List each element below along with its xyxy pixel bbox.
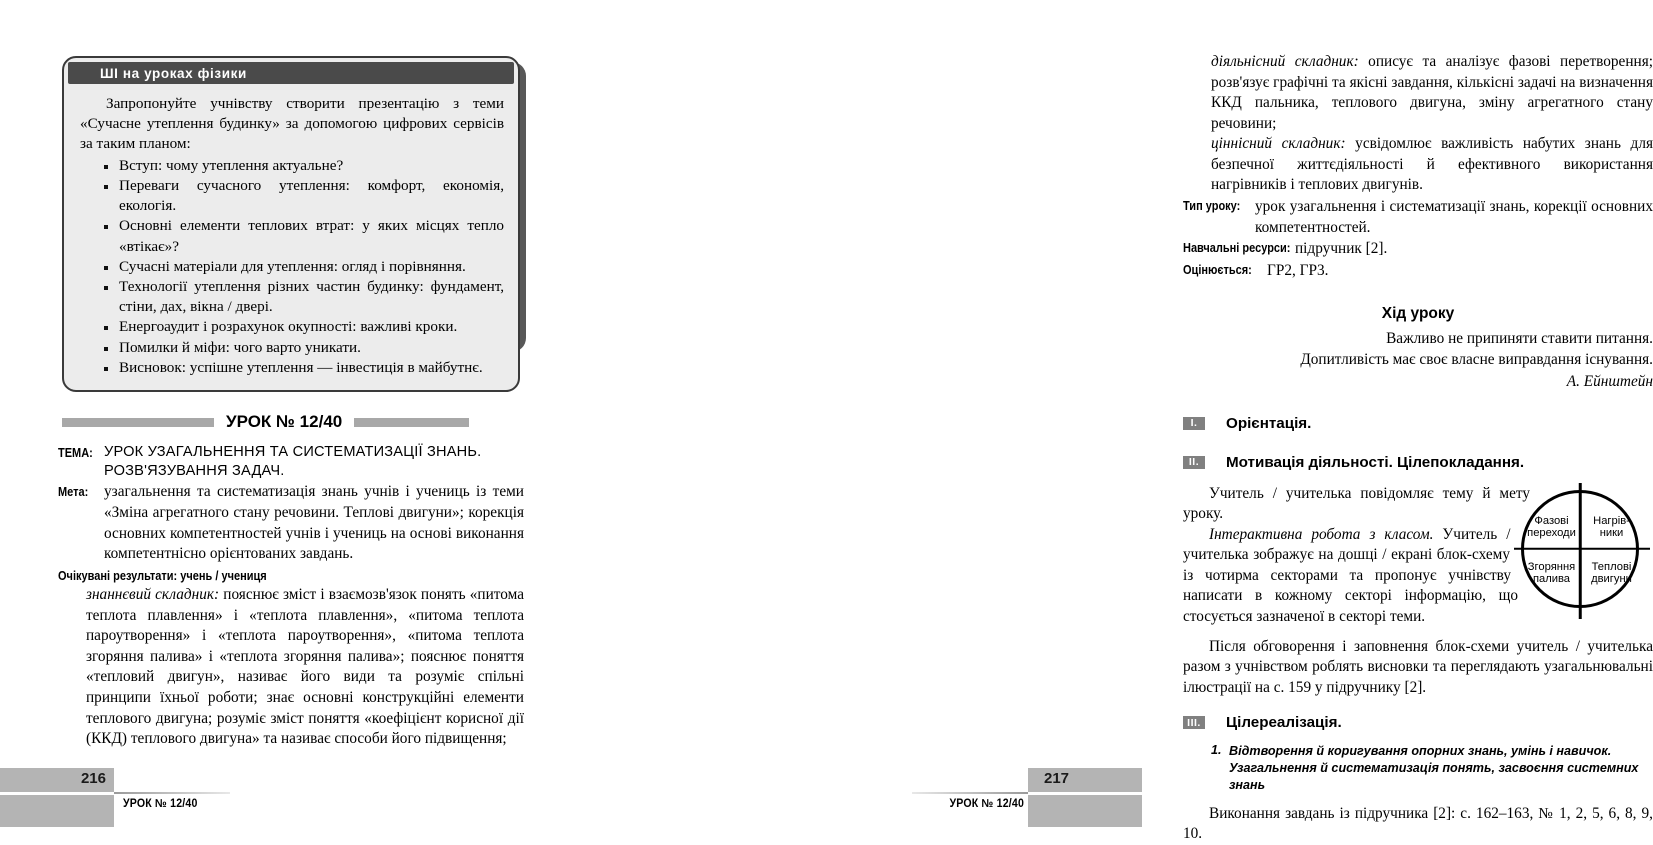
section-marker-1: I.	[1183, 417, 1205, 430]
component-activity-text: описує та аналізує фазові перетворення; розв'язує графічні та якісні завдання, кількісні задачі на визначення ККД пальника, теплового двигуна, зміну агрегатного стану речовини;	[1211, 53, 1653, 132]
component-knowledge-title: знаннєвий складник:	[86, 586, 220, 604]
running-head-left: УРОК № 12/40	[123, 798, 198, 810]
component-knowledge-text: пояснює зміст і взаємозв'язок понять «питома теплота плавлення» і «теплота плавлення», «питома теплота пароутворення» і «теплота пароутворення», «питома теплота згоряння палива» і «теплота згоряння палива»; пояснює поняття «тепловий двигун», називає його види та розуміє спільні принципи їхньої роботи; знає основні конструкційні елементи теплового двигуна; розуміє зміст поняття «коефіцієнт корисної дії (ККД) теплового двигуна» та називає способи його підвищення;	[86, 586, 524, 748]
section-heading-motivation	[1183, 454, 1653, 471]
field-value-meta: узагальнення та систематизація знань учнів і учениць із теми «Зміна агрегатного стану речовини. Теплові двигуни»; корекція основних компетентностей учнів і учениць на основі виконання компетентнісно орієнтованих завдань.	[104, 482, 524, 563]
footer-rule-right	[912, 792, 1028, 794]
field-label-expected-results: Очікувані результати: учень / учениця	[58, 569, 267, 584]
sector-diagram	[1521, 490, 1645, 614]
section-title-1: Орієнтація.	[1226, 414, 1312, 432]
epigraph	[1183, 329, 1653, 392]
list-item: Переваги сучасного утеплення: комфорт, економія, екологія.	[102, 176, 504, 216]
field-label-meta: Мета:	[58, 484, 89, 499]
task-item-1	[1183, 743, 1653, 794]
section-title-2: Мотивація діяльності. Цілепокладання.	[1226, 453, 1525, 471]
diagram-quadrant-heat-engines: Теплові двигуни	[1591, 560, 1632, 586]
field-value-lesson-type: урок узагальнення і систематизації знань, корекції основних компетентностей.	[1255, 197, 1653, 236]
section-marker-3: III.	[1183, 716, 1205, 729]
component-activity	[1183, 52, 1653, 134]
interactive-work-title: Інтерактивна робота з класом.	[1209, 525, 1434, 543]
ai-callout-box	[62, 56, 520, 392]
section-heading-orientation	[1183, 415, 1653, 432]
ai-box-header-title: ШІ на уроках фізики	[100, 65, 247, 81]
paragraph-after-discussion: Після обговорення і заповнення блок-схеми учитель / учителька разом з учнівством роблять висновки та переглядають узагальнювальні ілюстрації на с. 159 у підручнику [2].	[1183, 637, 1653, 696]
epigraph-author: А. Ейнштейн	[1566, 372, 1653, 390]
list-item: Енергоаудит і розрахунок окупності: важливі кроки.	[102, 317, 504, 337]
diagram-quadrant-phase-transitions: Фазові переходи	[1527, 514, 1576, 540]
paragraph-announce-topic: Учитель / учителька повідомляє тему й мету уроку.	[1183, 484, 1531, 523]
list-item: Помилки й міфи: чого варто уникати.	[102, 338, 504, 358]
list-item: Висновок: успішне утеплення — інвестиція в майбутнє.	[102, 358, 504, 378]
ai-box-body	[64, 84, 518, 390]
lesson-number-band	[62, 412, 520, 432]
page-number-left: 216	[80, 770, 106, 787]
field-label-resources: Навчальні ресурси:	[1183, 241, 1291, 256]
component-knowledge	[58, 585, 524, 750]
lesson-metadata	[58, 443, 524, 750]
lesson-flow-heading: Хід уроку	[1381, 305, 1455, 323]
list-item: Сучасні матеріали для утеплення: огляд і порівняння.	[102, 257, 504, 277]
right-page	[571, 0, 1653, 843]
epigraph-line-2: Допитливість має своє власне виправдання існування.	[1300, 350, 1653, 368]
component-value-text: усвідомлює важливість набутих знань для безпечної життєдіяльності й ефективного використання нагрівників і теплових двигунів.	[1211, 135, 1653, 194]
sector-diagram-wrapper	[1521, 490, 1653, 622]
running-head-right: УРОК № 12/40	[949, 798, 1024, 810]
field-label-tema: ТЕМА:	[58, 446, 93, 460]
interactive-work-text: Учитель / учителька зображує на дошці / екрані блок-схему із чотирма секторами та пропонує учнівству написати в кожному секторі інформацію, що стосується зазначеної в секторі теми.	[1183, 525, 1519, 625]
page-number-right: 217	[1044, 770, 1070, 787]
task-number: 1.	[1211, 743, 1222, 758]
left-page	[0, 0, 571, 827]
field-assessed	[1183, 261, 1653, 282]
field-tema	[58, 443, 524, 481]
footer-band-divider	[0, 792, 114, 795]
field-resources	[1183, 239, 1653, 260]
band-rule-right	[354, 418, 469, 427]
diagram-vertical-divider	[1579, 483, 1582, 619]
diagram-quadrant-heaters: Нагрів- ники	[1593, 514, 1630, 540]
diagram-horizontal-divider	[1514, 547, 1650, 550]
list-item: Основні елементи теплових втрат: у яких місцях тепло «втікає»?	[102, 216, 504, 256]
section-marker-2: II.	[1183, 456, 1205, 469]
diagram-quadrant-fuel-combustion: Згоряння палива	[1527, 560, 1576, 586]
field-label-assessed: Оцінюється:	[1183, 262, 1252, 277]
epigraph-line-1: Важливо не припиняти ставити питання.	[1386, 330, 1653, 348]
field-value-tema: УРОК УЗАГАЛЬНЕННЯ ТА СИСТЕМАТИЗАЦІЇ ЗНАНЬ. РОЗВ'ЯЗУВАННЯ ЗАДАЧ.	[104, 444, 482, 479]
footer-band-divider	[1028, 792, 1142, 795]
component-activity-title: діяльнісний складник:	[1211, 53, 1359, 70]
section-title-3: Цілереалізація.	[1226, 714, 1342, 732]
list-item: Вступ: чому утеплення актуальне?	[102, 156, 504, 176]
lesson-number-title: УРОК № 12/40	[226, 412, 343, 431]
component-value-title: ціннісний складник:	[1211, 135, 1346, 153]
field-label-lesson-type: Тип уроку:	[1183, 198, 1241, 213]
task-text: Виконання завдань із підручника [2]: с. 162–163, № 1, 2, 5, 6, 8, 9, 10.	[1183, 804, 1653, 843]
ai-box-header	[68, 62, 514, 84]
field-value-assessed: ГР2, ГР3.	[1267, 261, 1329, 279]
task-title: Відтворення й коригування опорних знань, умінь і навичок. Узагальнення й систематизація понять, засвоєння системних знань	[1229, 744, 1639, 792]
motivation-body	[1183, 484, 1653, 699]
component-value	[1183, 134, 1653, 196]
ai-box-intro-paragraph: Запропонуйте учнівству створити презентацію з теми «Сучасне утеплення будинку» за допомогою цифрових сервісів за таким планом:	[80, 95, 504, 153]
field-value-resources: підручник [2].	[1295, 240, 1388, 258]
band-rule-left	[62, 418, 214, 427]
ai-box-list	[80, 156, 504, 378]
field-lesson-type	[1183, 197, 1653, 238]
section-heading-goal-realization	[1183, 714, 1653, 731]
right-column-content	[1183, 52, 1653, 845]
footer-rule-left	[114, 792, 230, 794]
field-meta	[58, 482, 524, 565]
list-item: Технології утеплення різних частин будинку: фундамент, стіни, дах, вікна / двері.	[102, 277, 504, 317]
